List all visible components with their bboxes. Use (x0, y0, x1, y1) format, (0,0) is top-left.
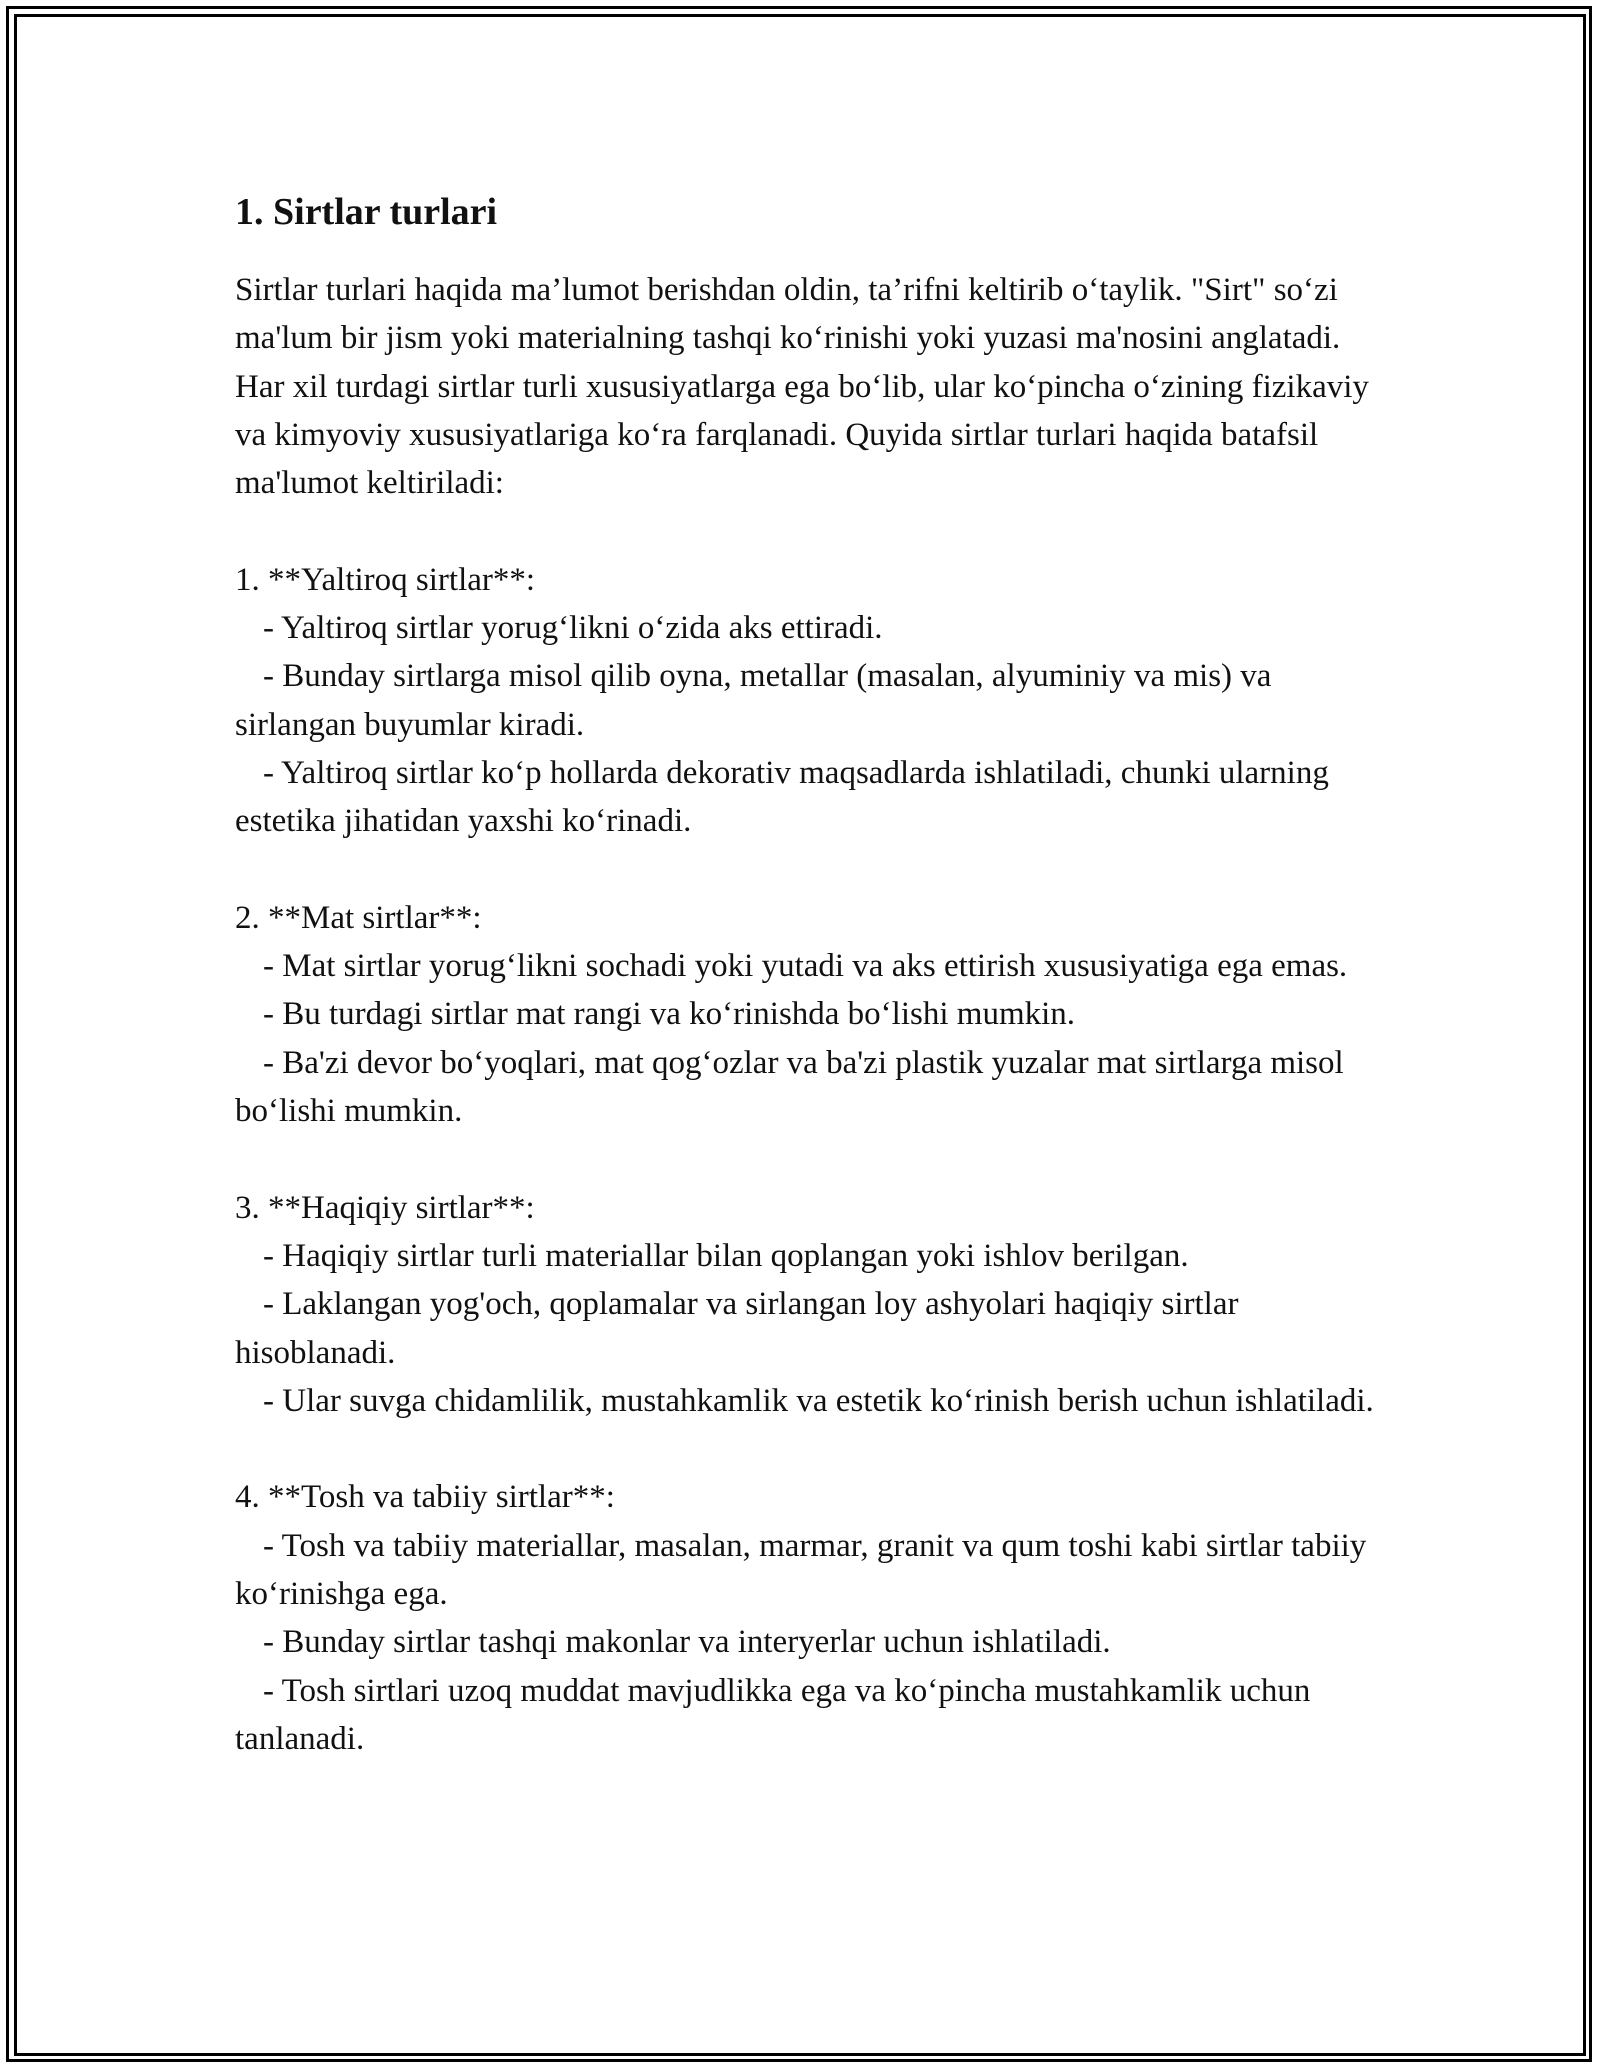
section-spacer (235, 507, 1375, 555)
section-spacer (235, 846, 1375, 894)
list-item: - Yaltiroq sirtlar yorug‘likni o‘zida aks ettiradi. (263, 610, 883, 647)
list-item: - Tosh va tabiiy materiallar, masalan, marmar, granit va qum toshi kabi sirtlar tabiiy ko‘rinishga ega. (235, 1527, 1375, 1613)
section-spacer (235, 1135, 1375, 1183)
list-item: - Ba'zi devor bo‘yoqlari, mat qog‘ozlar va ba'zi plastik yuzalar mat sirtlarga misol bo‘lishi mumkin. (235, 1044, 1352, 1130)
list-item: - Mat sirtlar yorug‘likni sochadi yoki yutadi va aks ettirish xususiyatiga ega emas. (263, 948, 1348, 985)
list-item: - Bunday sirtlarga misol qilib oyna, metallar (masalan, alyuminiy va mis) va sirlangan buyumlar kiradi. (235, 658, 1280, 743)
list-item: - Bunday sirtlar tashqi makonlar va interyerlar uchun ishlatiladi. (263, 1624, 1111, 1661)
list-item: - Laklangan yog'och, qoplamalar va sirlangan loy ashyolari haqiqiy sirtlar hisoblanadi. (235, 1286, 1247, 1371)
section-glossy (235, 556, 1375, 846)
list-item: - Yaltiroq sirtlar ko‘p hollarda dekorativ maqsadlarda ishlatiladi, chunki ularning estetika jihatidan yaxshi ko‘rinadi. (235, 754, 1338, 840)
list-item: - Haqiqiy sirtlar turli materiallar bilan qoplangan yoki ishlov berilgan. (263, 1237, 1189, 1274)
section-spacer (235, 1425, 1375, 1473)
list-item: - Ular suvga chidamlilik, mustahkamlik va estetik ko‘rinish berish uchun ishlatiladi. (263, 1382, 1374, 1419)
section-stone (235, 1473, 1375, 1763)
section-heading: 3. **Haqiqiy sirtlar**: (235, 1189, 535, 1226)
document-body (235, 186, 1378, 1763)
section-heading: 4. **Tosh va tabiiy sirtlar**: (235, 1479, 615, 1516)
section-real (235, 1184, 1375, 1425)
page-title: 1. Sirtlar turlari (235, 191, 498, 233)
intro-paragraph: Sirtlar turlari haqida ma’lumot berishdan oldin, ta’rifni keltirib o‘taylik. "Sirt" so‘zi ma'lum bir jism yoki materialning tashqi ko‘rinishi yoki yuzasi ma'nosini anglatadi. Har xil turdagi sirtlar turli xususiyatlarga ega bo‘lib, ular ko‘pincha o‘zining fizikaviy va kimyoviy xususiyatlariga ko‘ra farqlanadi. Quyida sirtlar turlari haqida batafsil ma'lumot keltiriladi: (235, 272, 1378, 502)
section-heading: 2. **Mat sirtlar**: (235, 899, 482, 936)
list-item: - Bu turdagi sirtlar mat rangi va ko‘rinishda bo‘lishi mumkin. (263, 996, 1076, 1033)
section-matte (235, 894, 1375, 1135)
list-item: - Tosh sirtlari uzoq muddat mavjudlikka ega va ko‘pincha mustahkamlik uchun tanlanadi. (235, 1672, 1319, 1757)
section-heading: 1. **Yaltiroq sirtlar**: (235, 561, 536, 598)
